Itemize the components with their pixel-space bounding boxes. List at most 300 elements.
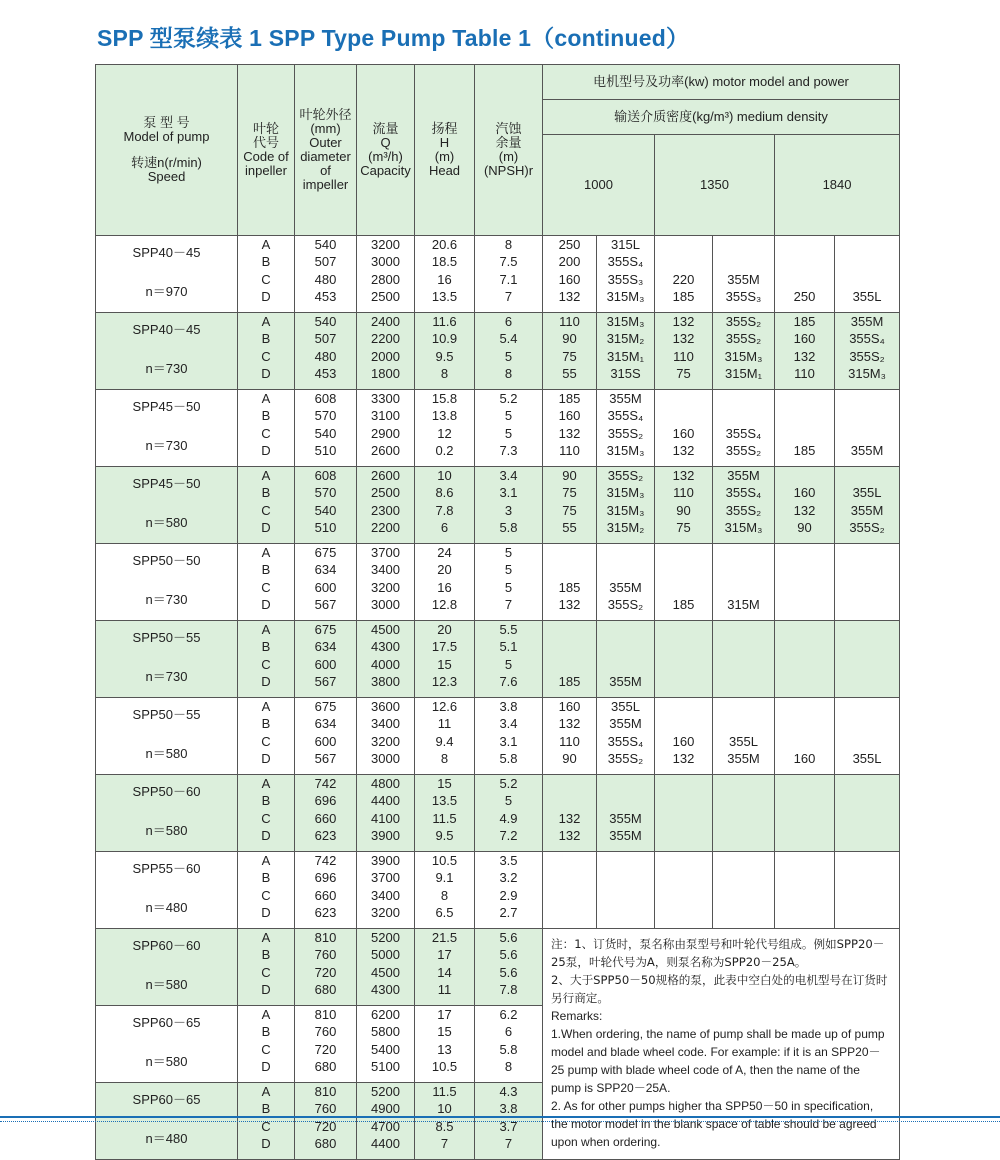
diameter-cell	[295, 236, 357, 313]
model-cell	[96, 544, 238, 621]
table-row	[96, 313, 900, 390]
motor-value: 355M	[609, 716, 642, 732]
head-cell	[415, 313, 475, 390]
head-cell	[415, 467, 475, 544]
codes-cell	[238, 852, 295, 929]
flow-value: 4900	[371, 1101, 400, 1117]
motor-value: 355S₂	[725, 443, 762, 459]
motor-value	[713, 775, 774, 792]
motor-value: 315S	[610, 366, 641, 382]
codes-cell	[238, 390, 295, 467]
head-value: 17.5	[431, 639, 458, 655]
flow-value: 6200	[371, 1007, 400, 1022]
diameter-value: 507	[314, 254, 337, 270]
codes-value: A	[261, 237, 271, 252]
npsh-value: 8	[504, 1059, 513, 1075]
diameter-value: 760	[314, 1101, 337, 1117]
npsh-value: 6	[504, 1024, 513, 1040]
motor-value	[775, 638, 834, 655]
motor-value: 355M	[609, 579, 642, 595]
codes-value: D	[261, 443, 271, 459]
codes-value: D	[261, 597, 271, 613]
diameter-value: 570	[314, 408, 337, 424]
codes-value: C	[261, 733, 271, 749]
flow-cell	[357, 852, 415, 929]
head-value: 15	[437, 656, 452, 672]
flow-value: 3000	[371, 254, 400, 270]
pump-speed: n＝480	[145, 1131, 188, 1146]
motor-value	[597, 638, 654, 655]
motor-value	[835, 579, 899, 596]
diameter-value: 507	[314, 331, 337, 347]
motor-value: 132	[793, 502, 816, 518]
pump-speed: n＝970	[145, 284, 188, 299]
motor-value: 355L	[729, 733, 758, 749]
flow-cell	[357, 621, 415, 698]
flow-value: 1800	[371, 366, 400, 382]
m1350kw-cell	[655, 544, 713, 621]
codes-cell	[238, 698, 295, 775]
table-row	[96, 390, 900, 467]
motor-value: 355S₄	[725, 485, 762, 501]
m1840kw-cell	[775, 698, 835, 775]
motor-value	[835, 407, 899, 424]
motor-value: 315M₁	[607, 348, 644, 364]
head-cell	[415, 698, 475, 775]
npsh-cell	[475, 544, 543, 621]
npsh-value: 7.1	[499, 271, 518, 287]
pump-speed: n＝580	[145, 977, 188, 992]
motor-value: 355M	[609, 391, 642, 406]
diameter-value: 660	[314, 810, 337, 826]
flow-value: 5200	[371, 1084, 400, 1099]
motor-value	[835, 390, 899, 407]
flow-value: 3900	[371, 853, 400, 868]
motor-value: 355S₂	[725, 314, 762, 329]
diameter-value: 680	[314, 1059, 337, 1075]
motor-value: 75	[562, 485, 577, 501]
diameter-value: 567	[314, 597, 337, 613]
head-value: 12.3	[431, 674, 458, 690]
m1350kw-cell	[655, 313, 713, 390]
flow-value: 3900	[371, 828, 400, 844]
npsh-value: 6.2	[499, 1007, 518, 1022]
m1840m-cell	[835, 236, 900, 313]
motor-value: 355S₂	[849, 348, 885, 364]
codes-value: B	[261, 1024, 271, 1040]
flow-value: 3300	[371, 391, 400, 406]
npsh-value: 5.6	[499, 964, 518, 980]
motor-value	[835, 792, 899, 809]
m1840kw-cell	[775, 775, 835, 852]
motor-value: 355M	[850, 502, 884, 518]
m1350kw-cell	[655, 621, 713, 698]
npsh-value: 3	[504, 502, 513, 518]
flow-value: 4500	[371, 964, 400, 980]
npsh-value: 5.5	[499, 622, 518, 637]
motor-value	[713, 887, 774, 904]
motor-value	[835, 236, 899, 253]
motor-value: 200	[558, 254, 581, 270]
motor-value	[597, 656, 654, 673]
motor-value: 160	[672, 733, 695, 749]
motor-value	[543, 904, 596, 921]
motor-value	[543, 887, 596, 904]
flow-value: 4300	[371, 639, 400, 655]
motor-value: 355M	[850, 443, 884, 459]
m1840m-cell	[835, 621, 900, 698]
motor-value	[775, 904, 834, 921]
pump-speed: n＝480	[145, 900, 188, 915]
motor-value	[713, 792, 774, 809]
motor-value	[655, 904, 712, 921]
head-cell	[415, 621, 475, 698]
m1000m-cell	[597, 313, 655, 390]
motor-value	[835, 869, 899, 886]
motor-value	[655, 621, 712, 638]
note-en-2: 2. As for other pumps higher tha SPP50－50 in specification, the motor model in the blank space of table should be agreed upon when ordering.	[551, 1099, 877, 1149]
motor-value	[775, 544, 834, 561]
m1000kw-cell	[543, 313, 597, 390]
motor-value	[655, 698, 712, 715]
m1350m-cell	[713, 390, 775, 467]
npsh-value: 5.6	[499, 930, 518, 945]
diameter-value: 760	[314, 1024, 337, 1040]
pump-speed: n＝580	[145, 1054, 188, 1069]
flow-value: 2600	[371, 468, 400, 483]
diameter-cell	[295, 621, 357, 698]
diameter-cell	[295, 929, 357, 1006]
motor-value: 75	[676, 520, 691, 536]
m1000m-cell	[597, 390, 655, 467]
diameter-value: 540	[314, 237, 337, 252]
motor-value	[775, 425, 834, 442]
head-value: 6.5	[435, 905, 454, 921]
motor-value	[775, 792, 834, 809]
page-title: SPP 型泵续表 1 SPP Type Pump Table 1（continued）	[97, 25, 690, 51]
motor-value	[655, 561, 712, 578]
head-value: 8	[440, 366, 449, 382]
note-zh-1: 注：1、订货时，泵名称由泵型号和叶轮代号组成。例如SPP20－25泵，叶轮代号为A，则泵名称为SPP20－25A。	[551, 937, 885, 969]
header-npsh: 汽蚀 余量 (m) (NPSH)r	[475, 65, 543, 236]
diameter-cell	[295, 313, 357, 390]
codes-value: D	[261, 751, 271, 767]
motor-value	[835, 467, 899, 484]
codes-value: C	[261, 964, 271, 980]
motor-value: 315M₃	[606, 443, 645, 459]
diameter-value: 510	[314, 443, 337, 459]
footer-rule	[0, 1116, 1000, 1118]
motor-value: 90	[562, 331, 577, 347]
codes-value: B	[261, 793, 271, 809]
motor-value: 110	[559, 443, 580, 459]
npsh-value: 7.5	[499, 254, 518, 270]
motor-value	[543, 792, 596, 809]
npsh-value: 4.9	[499, 810, 518, 826]
head-value: 12	[437, 425, 452, 441]
motor-value: 90	[562, 751, 577, 767]
codes-value: C	[261, 810, 271, 826]
motor-value: 250	[793, 289, 816, 305]
motor-value	[655, 544, 712, 561]
head-value: 20	[437, 622, 452, 637]
diameter-value: 540	[314, 425, 337, 441]
motor-value: 132	[672, 443, 695, 459]
motor-value: 90	[797, 520, 812, 536]
motor-value	[713, 869, 774, 886]
codes-cell	[238, 1006, 295, 1083]
diameter-value: 510	[314, 520, 337, 536]
motor-value	[597, 544, 654, 561]
diameter-cell	[295, 775, 357, 852]
diameter-value: 660	[314, 887, 337, 903]
motor-value	[775, 561, 834, 578]
head-value: 9.1	[435, 870, 454, 886]
flow-cell	[357, 775, 415, 852]
motor-value: 315M₃	[724, 520, 763, 536]
head-value: 18.5	[431, 254, 458, 270]
diameter-value: 675	[314, 699, 337, 714]
header-density-1350: 1350	[655, 135, 775, 236]
npsh-value: 3.7	[499, 1118, 518, 1134]
flow-value: 3000	[371, 597, 400, 613]
diameter-value: 696	[314, 870, 337, 886]
motor-value	[835, 673, 899, 690]
motor-value	[775, 733, 834, 750]
motor-value: 355S₄	[849, 331, 885, 347]
codes-value: D	[261, 289, 271, 305]
motor-value: 160	[793, 751, 816, 767]
motor-value: 315M₃	[606, 485, 645, 501]
npsh-cell	[475, 698, 543, 775]
motor-value	[655, 390, 712, 407]
motor-value: 315L	[611, 237, 640, 252]
m1350m-cell	[713, 313, 775, 390]
motor-value: 355S₄	[607, 408, 644, 424]
npsh-value: 7	[504, 289, 513, 305]
head-value: 11.5	[432, 1084, 457, 1099]
codes-value: B	[261, 1101, 271, 1117]
m1350kw-cell	[655, 467, 713, 544]
motor-value: 132	[558, 716, 581, 732]
head-value: 24	[437, 545, 452, 560]
motor-value	[835, 775, 899, 792]
npsh-value: 5	[504, 579, 513, 595]
flow-value: 5800	[371, 1024, 400, 1040]
motor-value	[597, 887, 654, 904]
codes-value: B	[261, 485, 271, 501]
header-motor-title: 电机型号及功率(kw) motor model and power	[543, 65, 900, 100]
motor-value: 185	[793, 314, 816, 329]
motor-value: 132	[672, 751, 695, 767]
codes-value: D	[261, 366, 271, 382]
motor-value	[597, 775, 654, 792]
codes-value: C	[261, 425, 271, 441]
pump-model: SPP60－60	[132, 938, 201, 953]
codes-cell	[238, 929, 295, 1006]
motor-value	[655, 673, 712, 690]
m1840kw-cell	[775, 544, 835, 621]
motor-value	[713, 810, 774, 827]
flow-cell	[357, 236, 415, 313]
m1840kw-cell	[775, 621, 835, 698]
head-value: 13	[437, 1041, 452, 1057]
codes-value: A	[261, 468, 271, 483]
m1840m-cell	[835, 313, 900, 390]
motor-value	[713, 698, 774, 715]
flow-cell	[357, 1006, 415, 1083]
motor-value	[775, 596, 834, 613]
npsh-cell	[475, 621, 543, 698]
npsh-value: 3.2	[499, 870, 518, 886]
diameter-value: 453	[314, 289, 337, 305]
codes-value: C	[261, 348, 271, 364]
flow-value: 3400	[371, 887, 400, 903]
head-value: 13.5	[431, 289, 458, 305]
npsh-value: 5.8	[499, 520, 518, 536]
npsh-value: 3.5	[499, 853, 518, 868]
motor-value: 160	[672, 425, 695, 441]
flow-value: 2900	[371, 425, 400, 441]
motor-value	[775, 827, 834, 844]
pump-table-container	[95, 64, 899, 1160]
model-cell	[96, 236, 238, 313]
motor-value	[655, 775, 712, 792]
motor-value	[543, 656, 596, 673]
npsh-value: 5	[504, 793, 513, 809]
header-flow: 流量 Q (m³/h) Capacity	[357, 65, 415, 236]
npsh-value: 5.2	[499, 391, 518, 406]
npsh-value: 5	[504, 562, 513, 578]
motor-value: 355M	[609, 810, 642, 826]
motor-value: 355S₂	[607, 751, 644, 767]
header-model: 泵 型 号 Model of pump 转速n(r/min) Speed	[96, 65, 238, 236]
npsh-value: 8	[504, 366, 513, 382]
codes-value: C	[261, 1118, 271, 1134]
motor-value: 355L	[852, 289, 882, 305]
codes-value: C	[261, 1041, 271, 1057]
head-value: 11	[437, 982, 452, 998]
motor-value	[655, 869, 712, 886]
motor-value: 132	[558, 425, 581, 441]
motor-value: 355M	[609, 674, 642, 690]
npsh-value: 5	[504, 425, 513, 441]
motor-value	[713, 852, 774, 869]
table-row	[96, 236, 900, 313]
motor-value: 132	[672, 468, 695, 483]
motor-value	[655, 579, 712, 596]
m1840kw-cell	[775, 467, 835, 544]
codes-cell	[238, 775, 295, 852]
npsh-value: 8	[504, 237, 513, 252]
motor-value	[543, 775, 596, 792]
flow-value: 4700	[371, 1118, 400, 1134]
diameter-value: 453	[314, 366, 337, 382]
motor-value: 132	[672, 314, 695, 329]
diameter-value: 623	[314, 828, 337, 844]
head-cell	[415, 929, 475, 1006]
motor-value: 355S₂	[725, 502, 762, 518]
motor-value	[713, 621, 774, 638]
codes-value: B	[261, 947, 271, 963]
motor-value: 160	[558, 699, 581, 714]
head-value: 8	[440, 887, 449, 903]
motor-value	[543, 544, 596, 561]
diameter-value: 634	[314, 562, 337, 578]
m1000m-cell	[597, 775, 655, 852]
motor-value: 355S₃	[607, 271, 644, 287]
flow-value: 3400	[371, 562, 400, 578]
motor-value: 132	[558, 597, 581, 613]
diameter-value: 608	[314, 468, 337, 483]
motor-value	[713, 561, 774, 578]
npsh-value: 7.6	[499, 674, 518, 690]
flow-value: 3200	[371, 733, 400, 749]
flow-value: 5100	[371, 1059, 400, 1075]
table-row	[96, 929, 900, 1006]
motor-value: 185	[793, 443, 816, 459]
motor-value: 355L	[852, 485, 882, 501]
flow-value: 2500	[371, 485, 400, 501]
pump-model: SPP50－55	[132, 707, 201, 722]
head-value: 9.4	[435, 733, 454, 749]
motor-value: 315M₃	[606, 314, 645, 329]
flow-value: 5200	[371, 930, 400, 945]
motor-value	[775, 621, 834, 638]
motor-value: 355S₂	[607, 468, 644, 483]
flow-value: 2300	[371, 502, 400, 518]
npsh-value: 3.1	[499, 485, 518, 501]
motor-value	[597, 904, 654, 921]
codes-value: B	[261, 408, 271, 424]
motor-value	[835, 271, 899, 288]
m1840m-cell	[835, 775, 900, 852]
head-value: 14	[437, 964, 452, 980]
motor-value	[835, 253, 899, 270]
pump-speed: n＝730	[145, 438, 188, 453]
head-value: 20	[437, 562, 452, 578]
motor-value: 132	[793, 348, 816, 364]
m1000m-cell	[597, 467, 655, 544]
m1000m-cell	[597, 236, 655, 313]
model-cell	[96, 390, 238, 467]
flow-value: 4400	[371, 793, 400, 809]
motor-value	[835, 887, 899, 904]
diameter-value: 680	[314, 1136, 337, 1152]
flow-value: 4100	[371, 810, 400, 826]
m1350m-cell	[713, 852, 775, 929]
motor-value: 160	[793, 331, 816, 347]
npsh-cell	[475, 313, 543, 390]
flow-value: 2000	[371, 348, 400, 364]
pump-model: SPP40－45	[132, 322, 201, 337]
motor-value	[775, 810, 834, 827]
diameter-value: 760	[314, 947, 337, 963]
motor-value	[835, 827, 899, 844]
note-en-1: 1.When ordering, the name of pump shall be made up of pump model and blade wheel code. For example: if it is an SPP20－25 pump with blade wheel code of A, then the name of the pump is SPP20－25A.	[551, 1027, 885, 1095]
head-value: 15	[437, 1024, 452, 1040]
head-value: 10.9	[431, 331, 458, 347]
m1000kw-cell	[543, 236, 597, 313]
pump-speed: n＝730	[145, 669, 188, 684]
motor-value: 315M₁	[725, 366, 762, 382]
motor-value	[835, 715, 899, 732]
motor-value	[655, 656, 712, 673]
m1000m-cell	[597, 698, 655, 775]
motor-value	[775, 698, 834, 715]
codes-cell	[238, 467, 295, 544]
m1840m-cell	[835, 390, 900, 467]
